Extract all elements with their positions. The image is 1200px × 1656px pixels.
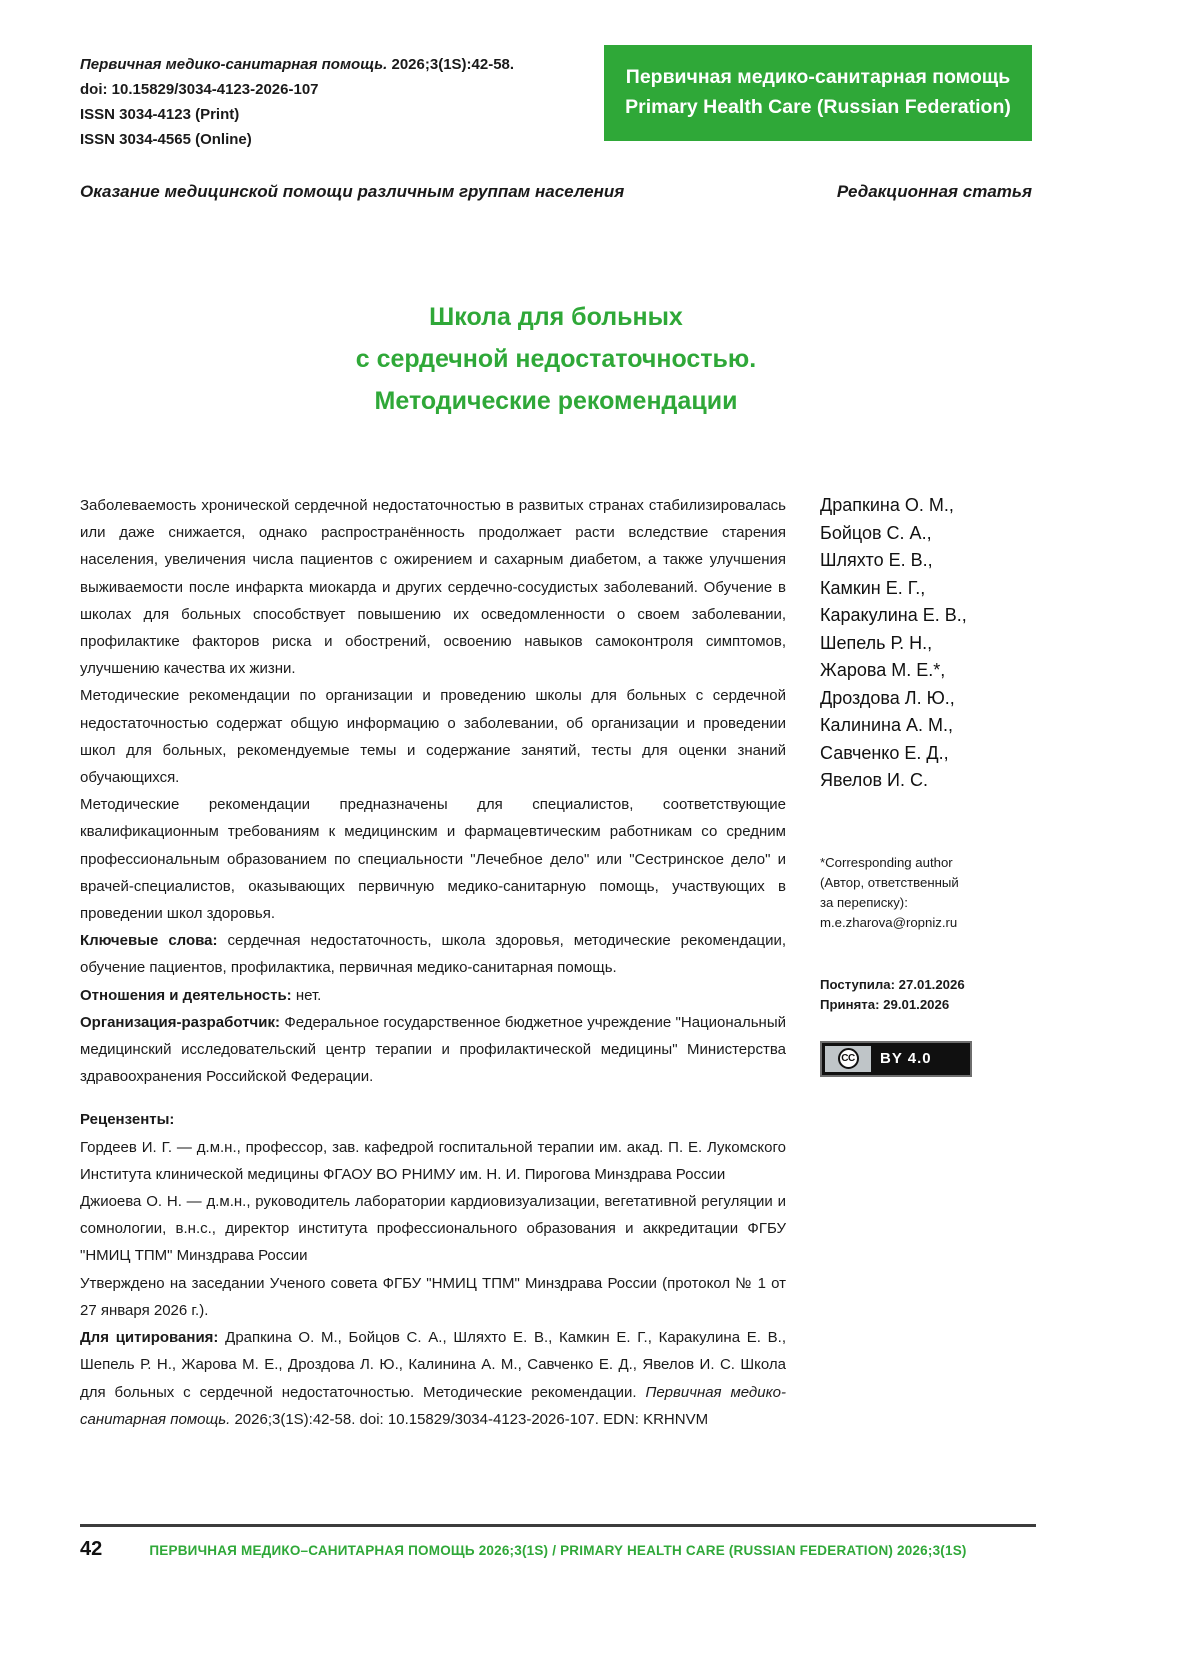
developer-paragraph xyxy=(80,1009,786,1091)
corresponding-author-line: *Corresponding author xyxy=(820,854,953,870)
citation-paragraph xyxy=(80,1324,786,1433)
running-title: ПЕРВИЧНАЯ МЕДИКО–САНИТАРНАЯ ПОМОЩЬ 2026;3(1S) / PRIMARY HEALTH CARE (RUSSIAN FEDERATION) 2026;3(1S) xyxy=(149,1543,967,1558)
dates-block xyxy=(820,975,1032,1015)
abstract-paragraph: Методические рекомендации предназначены для специалистов, соответствующие квалификационным требованиям к медицинским и фармацевтическим работникам со средним профессиональным образованием по специальности "Лечебное дело" или "Сестринское дело" и врачей-специалистов, оказывающих первичную медико-санитарную помощь, участвующих в проведении школ здоровья. xyxy=(80,796,786,923)
cc-license-label: BY 4.0 xyxy=(880,1050,932,1067)
citation-authors: Драпкина О. М., Бойцов С. А., Шляхто Е. В., Камкин Е. Г., Каракулина Е. В., Шепель Р. Н., Жарова М. Е., Дроздова Л. Ю., Калинина А. М., Савченко Е. Д., Явелов И. С. Школа для больных с сердечной недостаточностью. Методические рекомендации. xyxy=(80,1329,786,1401)
corresponding-author-block xyxy=(820,853,1032,933)
citation-meta-block xyxy=(80,45,514,152)
author-name: Камкин Е. Г., xyxy=(820,577,926,598)
main-text-column xyxy=(80,492,786,1433)
developer-label: Организация-разработчик: xyxy=(80,1013,280,1031)
author-name: Савченко Е. Д., xyxy=(820,742,949,763)
article-title-line2: с сердечной недостаточностью. xyxy=(355,345,757,373)
footer-row xyxy=(80,1538,1036,1560)
corresponding-author-line: (Автор, ответственный xyxy=(820,874,959,890)
reviewer-entry: Гордеев И. Г. — д.м.н., профессор, зав. кафедрой госпитальной терапии им. акад. П. Е. Лукомского Института клинической медицины ФГАОУ ВО РНИМУ им. Н. И. Пирогова Минздрава России xyxy=(80,1138,786,1183)
citation-label: Для цитирования: xyxy=(80,1329,219,1347)
article-title-line3: Методические рекомендации xyxy=(374,387,738,415)
keywords-label: Ключевые слова: xyxy=(80,932,218,950)
relations-paragraph xyxy=(80,982,786,1009)
issue-reference: 2026;3(1S):42-58. xyxy=(391,56,515,73)
reviewer-entry: Джиоева О. Н. — д.м.н., руководитель лаборатории кардиовизуализации, вегетативной регуляции и сомнологии, в.н.с., директор института профессионального образования и аккредитации ФГБУ "НМИЦ ТПМ" Минздрава России xyxy=(80,1193,786,1265)
cc-by-license-badge xyxy=(820,1041,972,1077)
journal-banner-title-ru: Первичная медико-санитарная помощь xyxy=(625,66,1011,88)
corresponding-author-line: за переписку): xyxy=(820,894,908,910)
author-name: Бойцов С. А., xyxy=(820,522,932,543)
page-footer xyxy=(80,1524,1036,1558)
received-date: Поступила: 27.01.2026 xyxy=(820,976,965,992)
author-name: Драпкина О. М., xyxy=(820,495,954,515)
doi-line: doi: 10.15829/3034-4123-2026-107 xyxy=(80,81,319,98)
journal-issue-line xyxy=(80,52,514,77)
keywords-paragraph xyxy=(80,927,786,981)
journal-banner xyxy=(604,45,1032,141)
rubric-label: Оказание медицинской помощи различным группам населения xyxy=(80,182,625,201)
rubric-line xyxy=(80,182,1032,202)
developer-text: Федеральное государственное бюджетное учреждение "Национальный медицинский исследовательский центр терапии и профилактической медицины" Министерства здравоохранения Российской Федерации. xyxy=(80,1013,786,1086)
citation-tail: 2026;3(1S):42-58. doi: 10.15829/3034-4123-2026-107. EDN: KRHNVM xyxy=(230,1410,709,1428)
article-type-label: Редакционная статья xyxy=(836,182,1032,201)
author-name: Жарова М. Е.*, xyxy=(820,660,946,680)
issn-print-line: ISSN 3034-4123 (Print) xyxy=(80,106,240,123)
abstract-paragraph: Методические рекомендации по организации и проведению школы для больных с сердечной недостаточностью содержат общую информацию о заболевании, об организации и проведении школ для больных, рекомендуемые темы и содержание занятий, тесты для оценки знаний обучающихся. xyxy=(80,687,786,787)
authors-list xyxy=(820,492,1032,795)
author-name: Шепель Р. Н., xyxy=(820,632,933,653)
abstract-paragraph: Заболеваемость хронической сердечной недостаточностью в развитых странах стабилизировалась или даже снижается, однако распространённость продолжает расти вследствие старения населения, увеличения числа пациентов с ожирением и сахарным диабетом, а также улучшения выживаемости после инфаркта миокарда и других сердечно-сосудистых заболеваний. Обучение в школах для больных способствует повышению их осведомленности о своем заболевании, профилактике факторов риска и обострений, освоению навыков самоконтроля симптомов, улучшению качества их жизни. xyxy=(80,497,786,678)
reviewers-block xyxy=(80,1106,786,1269)
author-name: Дроздова Л. Ю., xyxy=(820,687,955,708)
creative-commons-icon: CC xyxy=(838,1048,859,1069)
content-columns xyxy=(80,492,1032,1433)
citation-journal-name: Первичная медико-санитарная помощь. xyxy=(80,1383,786,1428)
accepted-date: Принята: 29.01.2026 xyxy=(820,996,950,1012)
cc-logo-area xyxy=(825,1046,871,1072)
reviewers-label: Рецензенты: xyxy=(80,1111,175,1129)
journal-banner-title-en: Primary Health Care (Russian Federation) xyxy=(625,96,1011,118)
relations-label: Отношения и деятельность: xyxy=(80,986,292,1004)
corresponding-author-email: m.e.zharova@ropniz.ru xyxy=(820,914,958,930)
page-header xyxy=(80,45,1032,152)
page-number: 42 xyxy=(80,1538,103,1560)
article-title-line1: Школа для больных xyxy=(429,303,683,331)
issn-online-line: ISSN 3034-4565 (Online) xyxy=(80,131,252,148)
author-name: Каракулина Е. В., xyxy=(820,605,967,625)
footer-rule xyxy=(80,1524,1036,1527)
side-column xyxy=(820,492,1032,1433)
article-title xyxy=(80,296,1032,422)
journal-name: Первичная медико-санитарная помощь. xyxy=(80,56,388,73)
author-name: Калинина А. М., xyxy=(820,715,954,735)
relations-text: нет. xyxy=(295,986,322,1004)
keywords-text: сердечная недостаточность, школа здоровья, методические рекомендации, обучение пациентов, профилактика, первичная медико-санитарная помощь. xyxy=(80,932,786,977)
author-name: Явелов И. С. xyxy=(820,770,928,790)
author-name: Шляхто Е. В., xyxy=(820,550,933,570)
approval-paragraph: Утверждено на заседании Ученого совета ФГБУ "НМИЦ ТПМ" Минздрава России (протокол № 1 от 27 января 2026 г.). xyxy=(80,1274,786,1319)
